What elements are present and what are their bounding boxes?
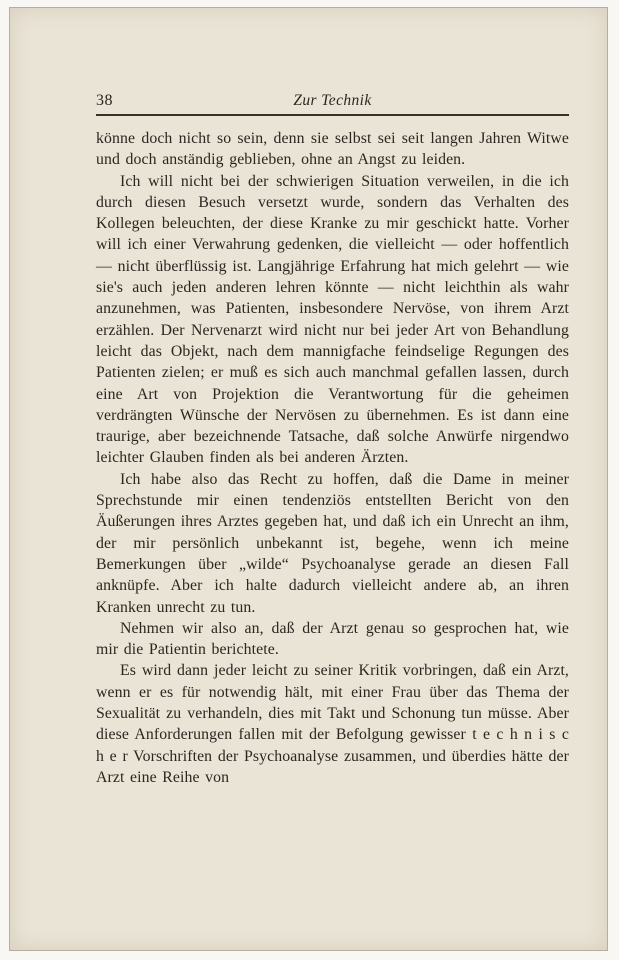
paragraph: Ich habe also das Recht zu hoffen, daß die Dame in meiner Sprechstunde mir einen tendenziös entstellten Bericht von den Äußerungen ihres Arztes gegeben hat, und daß ich ein Unrecht an ihm, der mir persönlich unbekannt ist, begehe, wenn ich meine Bemerkungen über „wilde“ Psychoanalyse gerade an diesen Fall anknüpfe. Aber ich halte dadurch vielleicht andere ab, an ihren Kranken unrecht zu tun. <box>96 470 569 616</box>
paragraph: Ich will nicht bei der schwierigen Situation verweilen, in die ich durch diesen Besuch versetzt wurde, sondern das Verhalten des Kollegen beleuchten, der diese Kranke zu mir geschickt hatte. Vorher will ich einer Verwahrung gedenken, die vielleicht — oder hoffentlich — nicht überflüssig ist. Langjährige Erfahrung hat mich gelehrt — wie sie's auch jeden anderen lehren könnte — nicht leichthin als wahr anzunehmen, was Patienten, insbesondere Nervöse, von ihrem Arzt erzählen. Der Nervenarzt wird nicht nur bei jeder Art von Behandlung leicht das Objekt, nach dem mannigfache feindselige Regungen des Patienten zielen; er muß es sich auch manchmal gefallen lassen, durch eine Art von Projektion die Verantwortung für die geheimen verdrängten Wünsche der Nervösen zu übernehmen. Es ist dann eine traurige, aber bezeichnende Tatsache, daß solche Anwürfe nirgendwo leichter Glauben finden als bei anderen Ärzten. <box>96 172 569 467</box>
running-header-title: Zur Technik <box>293 92 372 109</box>
paragraph: Es wird dann jeder leicht zu seiner Kritik vorbringen, daß ein Arzt, wenn er es für notwendig hält, mit einer Frau über das Thema der Sexualität zu verhandeln, dies mit Takt und Schonung tun müsse. Aber diese Anforderungen fallen mit der Befolgung gewisser t e c h n i s c h e r Vorschriften der Psychoanalyse zusammen, und überdies hätte der Arzt eine Reihe von <box>96 662 569 786</box>
text-block <box>96 128 569 788</box>
paragraph: Nehmen wir also an, daß der Arzt genau so gesprochen hat, wie mir die Patientin berichtete. <box>96 619 569 659</box>
page-number: 38 <box>96 92 113 109</box>
page-content <box>96 90 569 788</box>
paragraph: könne doch nicht so sein, denn sie selbst sei seit langen Jahren Witwe und doch anständig geblieben, ohne an Angst zu leiden. <box>96 130 569 169</box>
book-page <box>9 7 608 951</box>
running-header <box>96 90 569 116</box>
